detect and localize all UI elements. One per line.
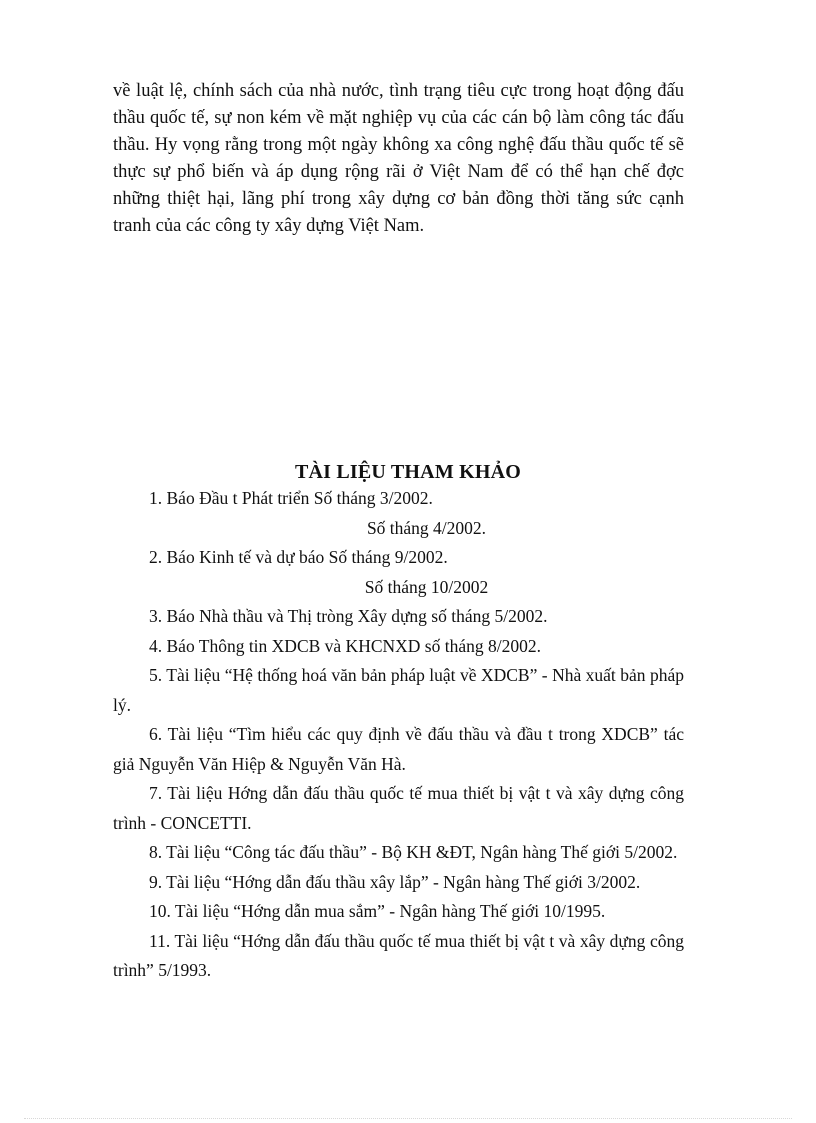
reference-item: 10. Tài liệu “Hớng dẫn mua sắm” - Ngân hàng Thế giới 10/1995. (149, 901, 606, 921)
references-heading: TÀI LIỆU THAM KHẢO (294, 461, 522, 483)
reference-item: 5. Tài liệu “Hệ thống hoá văn bản pháp luật về XDCB” - Nhà xuất bản pháp lý. (113, 665, 684, 715)
closing-paragraph: về luật lệ, chính sách của nhà nước, tình trạng tiêu cực trong hoạt động đấu thầu quốc tế, sự non kém về mặt nghiệp vụ của các cán bộ làm công tác đấu thầu. Hy vọng rằng trong một ngày không xa công nghệ đấu thầu quốc tế sẽ thực sự phổ biến và áp dụng rộng rãi ở Việt Nam để có thể hạn chế đợc những thiệt hại, lãng phí trong xây dựng cơ bản đồng thời tăng sức cạnh tranh của các công ty xây dựng Việt Nam. (113, 81, 684, 236)
reference-item: 3. Báo Nhà thầu và Thị tròng Xây dựng số tháng 5/2002. (149, 606, 548, 626)
reference-item: 11. Tài liệu “Hớng dẫn đấu thầu quốc tế mua thiết bị vật t và xây dựng công trình” 5/1993. (113, 930, 684, 980)
reference-subitem: Số tháng 10/2002 (364, 576, 489, 597)
page-bottom-divider (24, 1118, 792, 1119)
reference-item: 9. Tài liệu “Hớng dẫn đấu thầu xây lắp” - Ngân hàng Thế giới 3/2002. (149, 871, 641, 892)
reference-item: 1. Báo Đầu t Phát triển Số tháng 3/2002. (149, 488, 433, 508)
reference-item: 2. Báo Kinh tế và dự báo Số tháng 9/2002. (149, 547, 448, 567)
reference-item: 4. Báo Thông tin XDCB và KHCNXD số tháng 8/2002. (149, 635, 541, 656)
reference-item: 6. Tài liệu “Tìm hiểu các quy định về đấu thầu và đầu t trong XDCB” tác giả Nguyễn Văn Hiệp & Nguyễn Văn Hà. (113, 724, 684, 774)
reference-item: 7. Tài liệu Hớng dẫn đấu thầu quốc tế mua thiết bị vật t và xây dựng công trình - CONCETTI. (113, 783, 684, 833)
references-list (113, 484, 684, 986)
reference-subitem: Số tháng 4/2002. (366, 517, 487, 538)
reference-item: 8. Tài liệu “Công tác đấu thầu” - Bộ KH &ĐT, Ngân hàng Thế giới 5/2002. (149, 842, 678, 862)
